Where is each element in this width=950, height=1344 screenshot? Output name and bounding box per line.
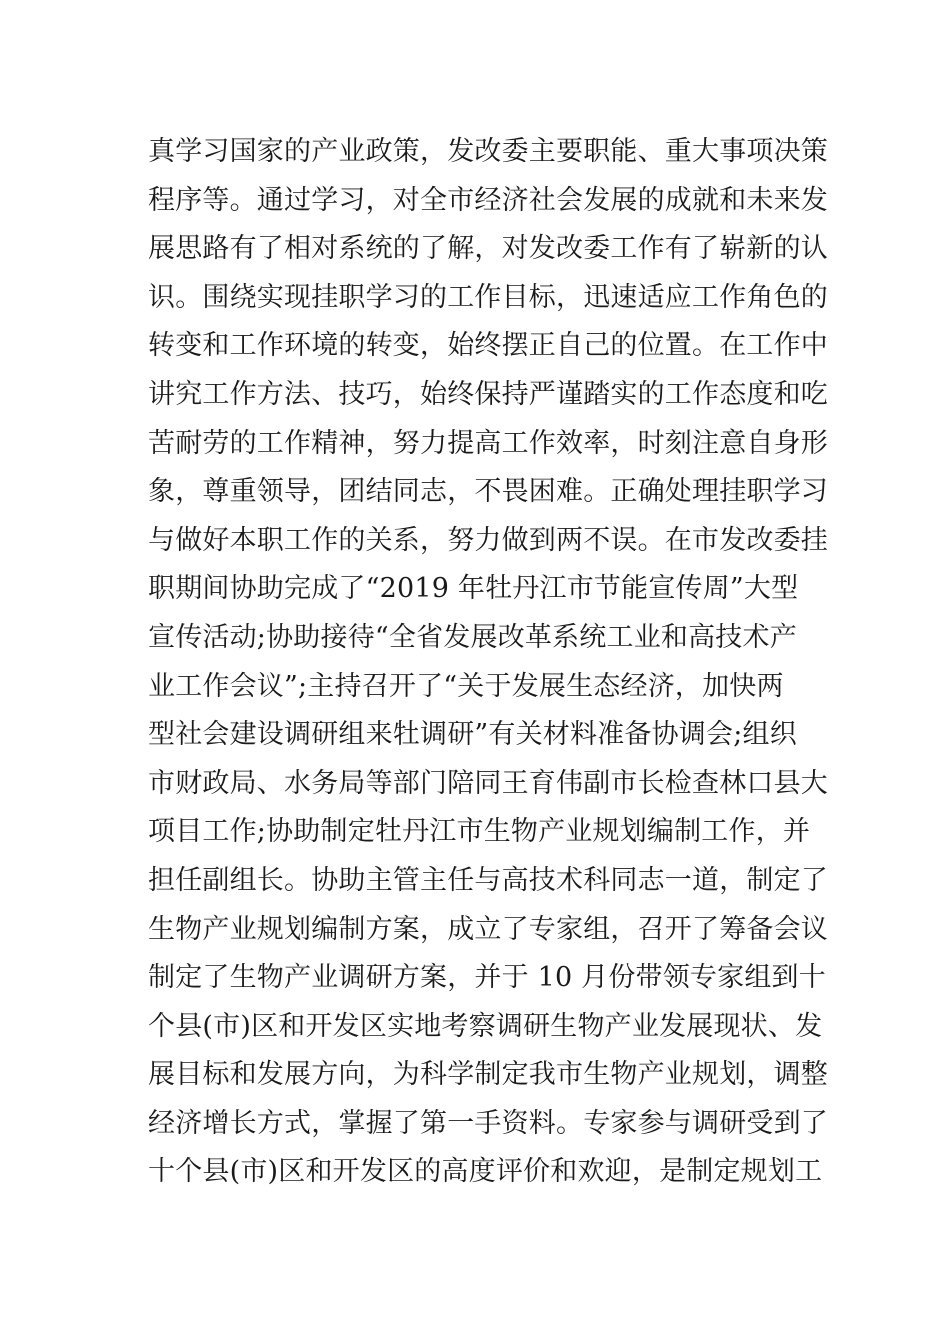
text-line-4: 识。围绕实现挂职学习的工作目标，迅速适应工作角色的 [148,281,828,313]
text-line-1: 真学习国家的产业政策，发改委主要职能、重大事项决策 [148,136,828,167]
text-line-13: 型社会建设调研组来牡调研”有关材料准备协调会;组织 [148,719,797,751]
body-paragraph [148,128,828,1197]
text-line-21: 经济增长方式，掌握了第一手资料。专家参与调研受到了 [148,1107,828,1139]
text-line-17: 生物产业规划编制方案，成立了专家组，召开了筹备会议 [148,913,828,945]
text-line-22: 十个县(市)区和开发区的高度评价和欢迎，是制定规划工 [148,1156,823,1188]
text-line-7: 苦耐劳的工作精神，努力提高工作效率，时刻注意自身形 [148,427,828,459]
text-line-20: 展目标和发展方向，为科学制定我市生物产业规划，调整 [148,1059,828,1091]
text-line-8: 象，尊重领导，团结同志，不畏困难。正确处理挂职学习 [148,476,828,508]
text-line-12: 业工作会议”;主持召开了“关于发展生态经济，加快两 [148,670,784,702]
text-line-3: 展思路有了相对系统的了解，对发改委工作有了崭新的认 [148,233,828,265]
text-line-18: 制定了生物产业调研方案，并于 10 月份带领专家组到十 [148,962,826,994]
text-line-6: 讲究工作方法、技巧，始终保持严谨踏实的工作态度和吃 [148,378,828,410]
text-line-19: 个县(市)区和开发区实地考察调研生物产业发展现状、发 [148,1010,823,1042]
text-line-16: 担任副组长。协助主管主任与高技术科同志一道，制定了 [148,864,828,896]
text-line-11: 宣传活动;协助接待“全省发展改革系统工业和高技术产 [148,621,797,653]
text-line-14: 市财政局、水务局等部门陪同王育伟副市长检查林口县大 [148,767,828,799]
text-line-9: 与做好本职工作的关系，努力做到两不误。在市发改委挂 [148,524,828,556]
text-line-5: 转变和工作环境的转变，始终摆正自己的位置。在工作中 [148,330,828,362]
text-line-10: 职期间协助完成了“2019 年牡丹江市节能宣传周”大型 [148,573,799,605]
text-line-2: 程序等。通过学习，对全市经济社会发展的成就和未来发 [148,184,828,216]
text-line-15: 项目工作;协助制定牡丹江市生物产业规划编制工作，并 [148,816,811,848]
